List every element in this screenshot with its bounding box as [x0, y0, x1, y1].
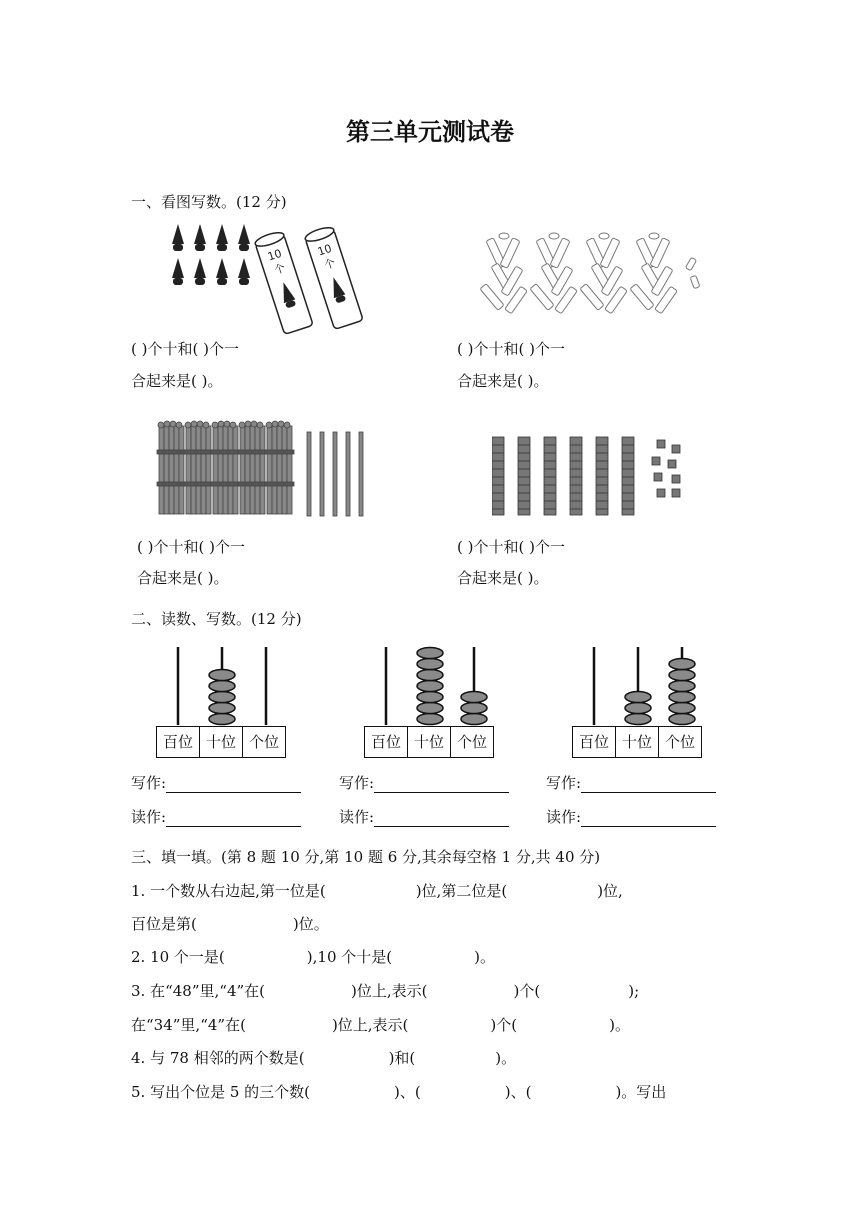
abacus-2-beads [417, 648, 487, 725]
q3-text-b: )位上,表示( [351, 982, 428, 1000]
place-ones: 个位 [248, 733, 279, 751]
q3-text-a: 3. 在“48”里,“4”在( [131, 982, 266, 1000]
abacus-bead [669, 692, 695, 703]
abacus-bead [625, 714, 651, 725]
abacus-1 [156, 645, 290, 727]
section1-heading: 一、看图写数。(12 分) [131, 193, 287, 211]
q1-text-d: 百位是第( [131, 915, 197, 933]
abacus-bead [209, 692, 235, 703]
q3-text-g: )个( [490, 1016, 518, 1034]
q1-text-c: )位, [597, 882, 623, 900]
place-tens: 十位 [200, 727, 243, 757]
fig2-line1: ( )个十和( )个一 [457, 340, 565, 358]
q1-text-b: )位,第二位是( [415, 882, 508, 900]
place-hundreds: 百位 [157, 727, 200, 757]
abacus-bead [417, 659, 443, 670]
abacus-bead [461, 714, 487, 725]
read-row-1 [131, 806, 301, 827]
place-ones: 个位 [456, 733, 487, 751]
fig1-line1: ( )个十和( )个一 [131, 340, 239, 358]
read-label: 读作: [339, 808, 375, 826]
q5-text-b: )、( [394, 1083, 421, 1101]
read-label: 读作: [131, 808, 167, 826]
q4-text-a: 4. 与 78 相邻的两个数是( [131, 1049, 305, 1067]
read-blank-2[interactable] [374, 810, 509, 827]
q4-text-b: )和( [388, 1049, 416, 1067]
write-blank-3[interactable] [581, 776, 716, 793]
svg-text:个: 个 [272, 261, 287, 278]
abacus-bead [209, 703, 235, 714]
abacus-bead [625, 692, 651, 703]
shuttlecock-figure [170, 222, 370, 337]
place-value-table-2 [364, 726, 494, 758]
stick-bundle-figure [155, 420, 370, 518]
q3-text-d: ); [628, 982, 640, 1000]
place-ones: 个位 [664, 733, 695, 751]
abacus-3 [572, 645, 706, 727]
read-blank-1[interactable] [166, 810, 301, 827]
q5-text-c: )、( [504, 1083, 532, 1101]
question-4 [131, 1047, 516, 1068]
write-blank-2[interactable] [374, 776, 509, 793]
q5-text-d: )。写出 [615, 1083, 667, 1101]
q2-text-c: )。 [474, 948, 495, 966]
abacus-3-beads [625, 659, 695, 725]
wood-bundle-figure [478, 228, 708, 328]
place-value-table-3 [572, 726, 702, 758]
abacus-bead [209, 681, 235, 692]
svg-text:个: 个 [322, 256, 337, 273]
section2-heading: 二、读数、写数。(12 分) [131, 610, 302, 628]
abacus-bead [417, 681, 443, 692]
section3-heading: 三、填一填。(第 8 题 10 分,第 10 题 6 分,其余每空格 1 分,共 40 分) [131, 848, 601, 866]
q2-text-a: 2. 10 个一是( [131, 948, 225, 966]
place-hundreds: 百位 [365, 727, 408, 757]
write-row-2 [339, 772, 509, 793]
abacus-bead [209, 670, 235, 681]
place-value-table-1 [156, 726, 286, 758]
question-3-line1 [131, 980, 639, 1001]
svg-text:10: 10 [315, 241, 334, 259]
q3-text-f: )位上,表示( [331, 1016, 409, 1034]
abacus-bead [669, 659, 695, 670]
write-label: 写作: [131, 774, 167, 792]
q5-text-a: 5. 写出个位是 5 的三个数( [131, 1083, 311, 1101]
abacus-1-beads [209, 670, 235, 725]
abacus-2 [364, 645, 498, 727]
place-hundreds: 百位 [573, 727, 616, 757]
question-1-line2 [131, 913, 329, 934]
write-row-1 [131, 772, 301, 793]
read-label: 读作: [546, 808, 582, 826]
abacus-bead [209, 714, 235, 725]
fig4-line2: 合起来是( )。 [457, 569, 549, 587]
abacus-bead [669, 714, 695, 725]
abacus-bead [669, 670, 695, 681]
abacus-bead [669, 681, 695, 692]
fig4-line1: ( )个十和( )个一 [457, 538, 565, 556]
base-ten-blocks-figure [492, 435, 692, 520]
read-row-2 [339, 806, 509, 827]
fig3-line1: ( )个十和( )个一 [137, 538, 245, 556]
question-3-line2 [131, 1014, 630, 1035]
fig1-line2: 合起来是( )。 [131, 372, 223, 390]
question-1-line1 [131, 880, 623, 901]
q2-text-b: ),10 个十是( [306, 948, 393, 966]
q4-text-c: )。 [495, 1049, 517, 1067]
abacus-bead [417, 692, 443, 703]
abacus-bead [669, 703, 695, 714]
read-blank-3[interactable] [581, 810, 716, 827]
place-tens: 十位 [408, 727, 451, 757]
abacus-bead [417, 670, 443, 681]
fig3-line2: 合起来是( )。 [137, 569, 229, 587]
q3-text-c: )个( [513, 982, 541, 1000]
question-5 [131, 1081, 666, 1102]
q3-text-e: 在“34”里,“4”在( [131, 1016, 246, 1034]
abacus-bead [417, 714, 443, 725]
write-row-3 [546, 772, 716, 793]
read-row-3 [546, 806, 716, 827]
abacus-bead [417, 703, 443, 714]
abacus-bead [417, 648, 443, 659]
fig2-line2: 合起来是( )。 [457, 372, 549, 390]
question-2 [131, 946, 495, 967]
q1-text-e: )位。 [292, 915, 329, 933]
write-label: 写作: [546, 774, 582, 792]
abacus-bead [461, 703, 487, 714]
abacus-bead [461, 692, 487, 703]
page-title: 第三单元测试卷 [346, 118, 514, 146]
abacus-bead [625, 703, 651, 714]
svg-text:10: 10 [265, 246, 284, 264]
place-tens: 十位 [616, 727, 659, 757]
write-blank-1[interactable] [166, 776, 301, 793]
q3-text-h: )。 [609, 1016, 630, 1034]
q1-text-a: 1. 一个数从右边起,第一位是( [131, 882, 326, 900]
write-label: 写作: [339, 774, 375, 792]
